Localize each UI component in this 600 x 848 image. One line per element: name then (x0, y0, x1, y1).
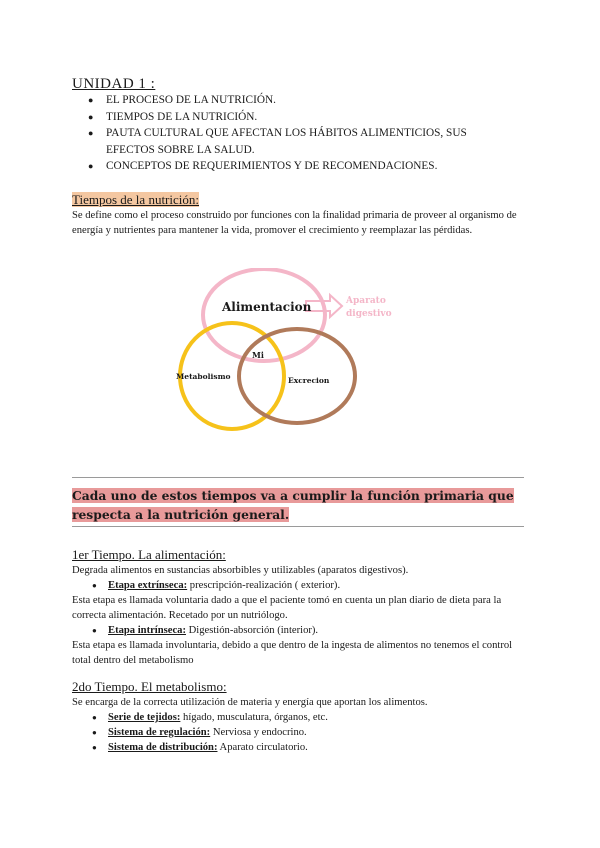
label-alimentacion: Alimentacion (222, 300, 312, 314)
list-item: ● Serie de tejidos: hígado, musculatura, órganos, etc. (72, 710, 532, 725)
label-aparato: Aparato (346, 296, 386, 306)
callout-text: Cada uno de estos tiempos va a cumplir la función primaria que respecta a la nutrición general. (72, 488, 514, 522)
section-title-tiempo2: 2do Tiempo. El metabolismo: (72, 679, 227, 694)
list-item: ● Sistema de distribución: Aparato circulatorio. (72, 740, 532, 755)
alimentacion-circle (203, 269, 325, 361)
etapa-extrinseca: ● Etapa extrínseca: prescripción-realización ( exterior). (72, 578, 532, 593)
section-title-tiempos: Tiempos de la nutrición: (72, 192, 199, 207)
label-excrecion: Excrecion (288, 376, 330, 385)
topics-list (88, 92, 518, 175)
tiempo2-section (72, 695, 532, 755)
list-item: ● Sistema de regulación: Nerviosa y endocrino. (72, 725, 532, 740)
tiempo2-desc: Se encarga de la correcta utilización de materia y energía que aportan los alimentos. (72, 697, 428, 708)
list-item: ● TIEMPOS DE LA NUTRICIÓN. (88, 109, 518, 126)
list-item: ● CONCEPTOS DE REQUERIMIENTOS Y DE RECOMENDACIONES. (88, 158, 518, 175)
divider (72, 477, 524, 478)
list-item: ● EL PROCESO DE LA NUTRICIÓN. (88, 92, 518, 109)
label-metabolismo: Metabolismo (176, 372, 231, 381)
tiempo1-section (72, 563, 532, 668)
etapa-intrinseca-desc: Esta etapa es llamada involuntaria, debido a que dentro de la ingesta de alimentos no tenemos el control total dentro del metabolismo (72, 640, 513, 666)
tiempos-definition: Se define como el proceso construido por funciones con la finalidad primaria de proveer al organismo de energía y nutrientes para mantener la vida, promover el crecimiento y reemplazar las pérdidas. (72, 210, 517, 236)
tiempo1-desc: Degrada alimentos en sustancias absorbibles y utilizables (aparatos digestivos). (72, 565, 409, 576)
label-mi: Mi (252, 350, 264, 360)
label-digestivo: digestivo (346, 309, 392, 319)
venn-diagram (160, 268, 410, 438)
unit-title: UNIDAD 1 : (72, 76, 156, 92)
etapa-extrinseca-desc: Esta etapa es llamada voluntaria dado a que el paciente tomó en cuenta un plan diario de dieta para la correcta alimentación. Recetado por un nutriólogo. (72, 595, 502, 621)
divider (72, 526, 524, 527)
etapa-intrinseca: ● Etapa intrínseca: Digestión-absorción (interior). (72, 623, 532, 638)
list-item: ● PAUTA CULTURAL QUE AFECTAN LOS HÁBITOS ALIMENTICIOS, SUS EFECTOS SOBRE LA SALUD. (88, 125, 518, 158)
section-title-tiempo1: 1er Tiempo. La alimentación: (72, 547, 226, 562)
